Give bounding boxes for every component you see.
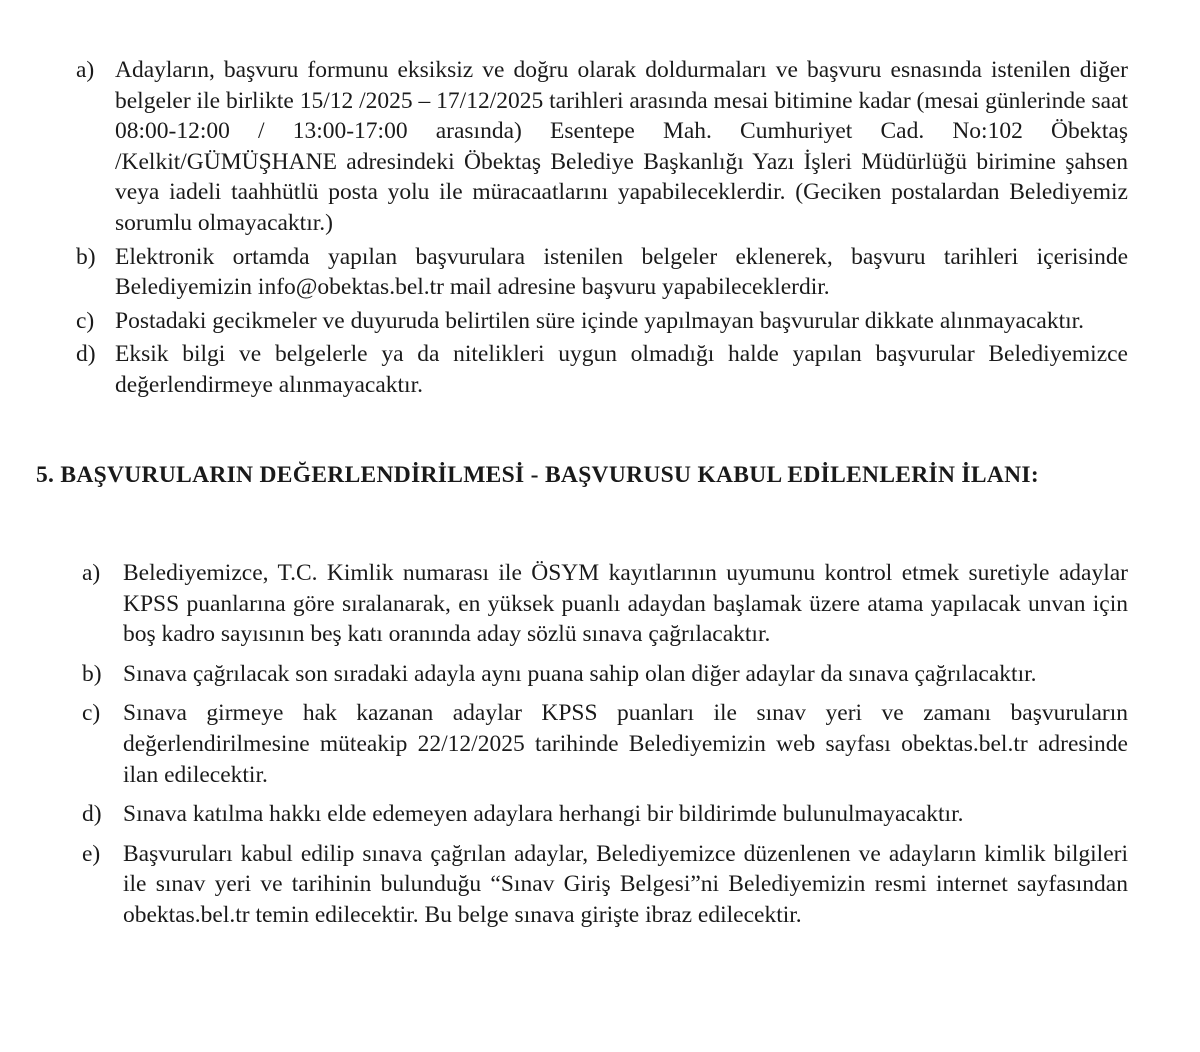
list-item <box>76 242 1128 303</box>
list-item-text: Adayların, başvuru formunu eksiksiz ve doğru olarak doldurmaları ve başvuru esnasında istenilen diğer belgeler ile birlikte 15/12 /2025 – 17/12/2025 tarihleri arasında mesai bitimine kadar (mesai günlerinde saat 08:00-12:00 / 13:00-17:00 arasında) Esentepe Mah. Cumhuriyet Cad. No:102 Öbektaş /Kelkit/GÜMÜŞHANE adresindeki Öbektaş Belediye Başkanlığı Yazı İşleri Müdürlüğü birimine şahsen veya iadeli taahhütlü posta yolu ile müracaatlarını yapabileceklerdir. (Geciken postalardan Belediyemiz sorumlu olmayacaktır.) <box>115 57 1128 236</box>
list-item <box>76 339 1128 400</box>
list-marker: d) <box>76 341 96 368</box>
list-item-text: Başvuruları kabul edilip sınava çağrılan adaylar, Belediyemizce düzenlenen ve adayların kimlik bilgileri ile sınav yeri ve tarihinin bulunduğu “Sınav Giriş Belgesi”ni Belediyemizin resmi internet sayfasından obektas.bel.tr temin edilecektir. Bu belge sınava girişte ibraz edilecektir. <box>123 840 1128 928</box>
list-marker: a) <box>76 57 95 83</box>
list-marker: b) <box>76 243 96 270</box>
list-item <box>82 839 1128 931</box>
list-item-text: Sınava katılma hakkı elde edemeyen adaylara herhangi bir bildirimde bulunulmayacaktır. <box>123 801 964 828</box>
evaluation-rules-list <box>82 558 1128 940</box>
list-item-text: Elektronik ortamda yapılan başvurulara istenilen belgeler eklenerek, başvuru tarihleri içerisinde Belediyemizin info@obektas.bel.tr mail adresine başvuru yapabileceklerdir. <box>115 243 1128 301</box>
list-item <box>82 558 1128 650</box>
list-item-text: Eksik bilgi ve belgelerle ya da nitelikleri uygun olmadığı halde yapılan başvurular Belediyemizce değerlendirmeye alınmayacaktır. <box>115 341 1128 398</box>
section-heading: 5. BAŞVURULARIN DEĞERLENDİRİLMESİ - BAŞVURUSU KABUL EDİLENLERİN İLANI: <box>36 462 1039 488</box>
list-marker: b) <box>82 660 102 687</box>
list-marker: c) <box>82 700 101 727</box>
list-item <box>82 659 1128 690</box>
list-marker: a) <box>82 560 101 586</box>
list-item-text: Sınava girmeye hak kazanan adaylar KPSS puanları ile sınav yeri ve zamanı başvuruların değerlendirilmesine müteakip 22/12/2025 tarihinde Belediyemizin web sayfası obektas.bel.tr adresinde ilan edilecektir. <box>123 700 1128 788</box>
list-item <box>76 55 1128 239</box>
list-item-text: Postadaki gecikmeler ve duyuruda belirtilen süre içinde yapılmayan başvurular dikkate alınmayacaktır. <box>115 307 1085 334</box>
list-item <box>82 698 1128 790</box>
list-item <box>76 306 1128 337</box>
list-marker: e) <box>82 840 101 867</box>
list-item-text: Sınava çağrılacak son sıradaki adayla aynı puana sahip olan diğer adaylar da sınava çağrılacaktır. <box>123 660 1037 687</box>
application-rules-list <box>76 55 1128 404</box>
list-item <box>82 799 1128 830</box>
list-marker: c) <box>76 307 95 334</box>
list-marker: d) <box>82 801 102 828</box>
list-item-text: Belediyemizce, T.C. Kimlik numarası ile ÖSYM kayıtlarının uyumunu kontrol etmek suretiyle adaylar KPSS puanlarına göre sıralanarak, en yüksek puanlı adaydan başlamak üzere atama yapılacak unvan için boş kadro sayısının beş katı oranında aday sözlü sınava çağrılacaktır. <box>123 560 1128 648</box>
